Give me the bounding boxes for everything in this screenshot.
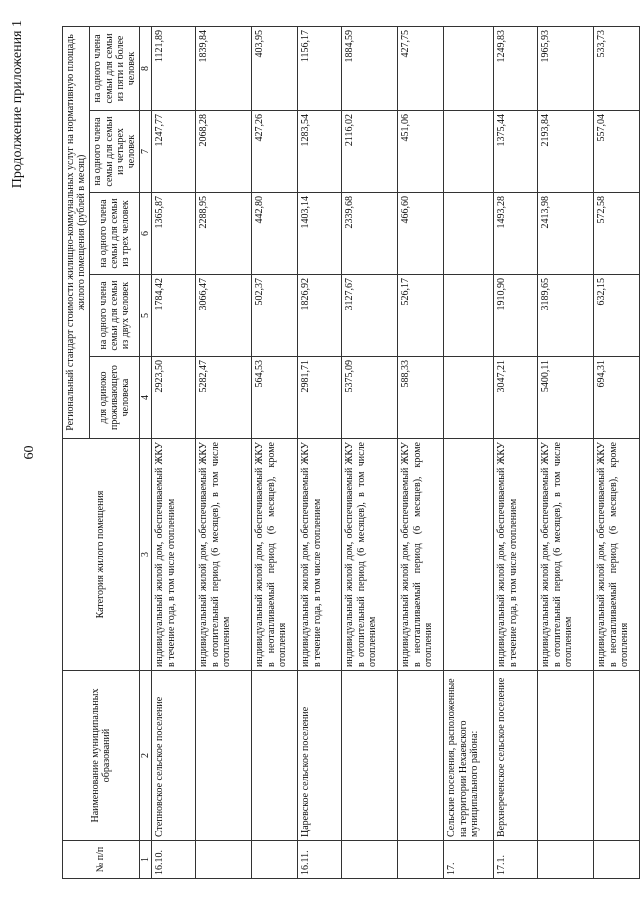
cost-value [444, 111, 494, 193]
row-number: 16.11. [298, 841, 342, 879]
municipality-name [196, 671, 252, 841]
row-number: 17. [444, 841, 494, 879]
header-sub: на одного члена семьи для семьи из двух человек [90, 275, 140, 357]
housing-category: индивидуальный жилой дом, обеспечиваемый ЖКУ в отопительный период (6 месяцев), в том числе отоплением [342, 439, 398, 671]
cost-value: 1965,93 [538, 26, 594, 110]
header-sub: для одиноко проживающего человека [90, 357, 140, 439]
housing-category: индивидуальный жилой дом, обеспечиваемый ЖКУ в неотапливаемый период (6 месяцев), кроме отопления [594, 439, 640, 671]
cost-value [444, 26, 494, 110]
municipality-name: Сельские поселения, расположенные на территории Нехаевского муниципального района: [444, 671, 494, 841]
table-row [494, 26, 538, 878]
housing-category: индивидуальный жилой дом, обеспечиваемый ЖКУ в неотапливаемый период (6 месяцев), кроме отопления [252, 439, 298, 671]
row-number [342, 841, 398, 879]
header-sub: на одного члена семьи для семьи из трех человек [90, 193, 140, 275]
cost-value: 1375,44 [494, 111, 538, 193]
cost-value [444, 193, 494, 275]
row-number: 16.10. [152, 841, 196, 879]
table-row [594, 26, 640, 878]
table-row [196, 26, 252, 878]
cost-value [444, 357, 494, 439]
cost-value: 632,15 [594, 275, 640, 357]
cost-value: 5400,11 [538, 357, 594, 439]
municipality-name [342, 671, 398, 841]
header-name: Наименование муниципальных образований [63, 671, 140, 841]
cost-value: 442,80 [252, 193, 298, 275]
cost-value: 2981,71 [298, 357, 342, 439]
table-row [398, 26, 444, 878]
cost-value: 3066,47 [196, 275, 252, 357]
cost-value: 466,60 [398, 193, 444, 275]
cost-value: 2339,68 [342, 193, 398, 275]
cost-value: 533,73 [594, 26, 640, 110]
cost-value: 1247,77 [152, 111, 196, 193]
cost-value: 1826,92 [298, 275, 342, 357]
header-num: № п/п [63, 841, 140, 879]
municipality-name: Царевское сельское поселение [298, 671, 342, 841]
cost-value: 1403,14 [298, 193, 342, 275]
cost-value: 2413,98 [538, 193, 594, 275]
municipality-name [538, 671, 594, 841]
row-number: 17.1. [494, 841, 538, 879]
column-number: 5 [140, 275, 152, 357]
cost-value: 403,95 [252, 26, 298, 110]
cost-value: 572,58 [594, 193, 640, 275]
cost-value: 502,37 [252, 275, 298, 357]
housing-category: индивидуальный жилой дом, обеспечиваемый ЖКУ в отопительный период (6 месяцев), в том числе отоплением [196, 439, 252, 671]
cost-value: 1910,90 [494, 275, 538, 357]
cost-value: 1493,28 [494, 193, 538, 275]
cost-value: 3127,67 [342, 275, 398, 357]
cost-value: 1249,83 [494, 26, 538, 110]
cost-value: 526,17 [398, 275, 444, 357]
row-number [538, 841, 594, 879]
cost-value: 5282,47 [196, 357, 252, 439]
cost-value: 3189,65 [538, 275, 594, 357]
cost-value: 557,04 [594, 111, 640, 193]
header-sub: на одного члена семьи для семьи из пяти и более человек [90, 26, 140, 110]
housing-category: индивидуальный жилой дом, обеспечиваемый ЖКУ в течение года, в том числе отоплением [494, 439, 538, 671]
municipality-name [252, 671, 298, 841]
cost-value [444, 275, 494, 357]
row-number [594, 841, 640, 879]
header-standard: Региональный стандарт стоимости жилищно-коммунальных услуг на нормативную площадь жилого помещения (рублей в месяц) [63, 26, 90, 438]
cost-value: 3047,21 [494, 357, 538, 439]
cost-value: 1121,89 [152, 26, 196, 110]
column-number: 7 [140, 111, 152, 193]
cost-value: 2068,28 [196, 111, 252, 193]
column-number: 8 [140, 26, 152, 110]
column-number: 6 [140, 193, 152, 275]
cost-value: 1156,17 [298, 26, 342, 110]
table-row [538, 26, 594, 878]
cost-value: 427,75 [398, 26, 444, 110]
housing-category: индивидуальный жилой дом, обеспечиваемый ЖКУ в течение года, в том числе отоплением [152, 439, 196, 671]
row-number [196, 841, 252, 879]
row-number [252, 841, 298, 879]
cost-value: 427,26 [252, 111, 298, 193]
cost-value: 1839,84 [196, 26, 252, 110]
column-number: 3 [140, 439, 152, 671]
header-sub: на одного члена семьи для семьи из четырех человек [90, 111, 140, 193]
municipality-name: Верхнереченское сельское поселение [494, 671, 538, 841]
appendix-caption: Продолжение приложения 1 [10, 20, 25, 189]
tariff-table [62, 26, 640, 879]
municipality-name [398, 671, 444, 841]
table-row [342, 26, 398, 878]
cost-value: 588,33 [398, 357, 444, 439]
cost-value: 2116,02 [342, 111, 398, 193]
cost-value: 2923,50 [152, 357, 196, 439]
cost-value: 564,53 [252, 357, 298, 439]
table-row [298, 26, 342, 878]
column-number: 2 [140, 671, 152, 841]
municipality-name: Степновское сельское поселение [152, 671, 196, 841]
cost-value: 1365,87 [152, 193, 196, 275]
cost-value: 694,31 [594, 357, 640, 439]
page-number: 60 [22, 445, 37, 460]
cost-value: 1283,54 [298, 111, 342, 193]
cost-value: 5375,09 [342, 357, 398, 439]
housing-category: индивидуальный жилой дом, обеспечиваемый ЖКУ в отопительный период (6 месяцев), в том числе отоплением [538, 439, 594, 671]
municipality-name [594, 671, 640, 841]
row-number [398, 841, 444, 879]
cost-value: 451,06 [398, 111, 444, 193]
cost-value: 1884,59 [342, 26, 398, 110]
table-row [444, 26, 494, 878]
cost-value: 2288,95 [196, 193, 252, 275]
header-category: Категория жилого помещения [63, 439, 140, 671]
housing-category: индивидуальный жилой дом, обеспечиваемый ЖКУ в течение года, в том числе отоплением [298, 439, 342, 671]
table-row [152, 26, 196, 878]
cost-value: 2193,84 [538, 111, 594, 193]
column-numbers-row [140, 26, 152, 878]
cost-value: 1784,42 [152, 275, 196, 357]
column-number: 1 [140, 841, 152, 879]
column-number: 4 [140, 357, 152, 439]
housing-category: индивидуальный жилой дом, обеспечиваемый ЖКУ в неотапливаемый период (6 месяцев), кроме отопления [398, 439, 444, 671]
table-row [252, 26, 298, 878]
housing-category [444, 439, 494, 671]
